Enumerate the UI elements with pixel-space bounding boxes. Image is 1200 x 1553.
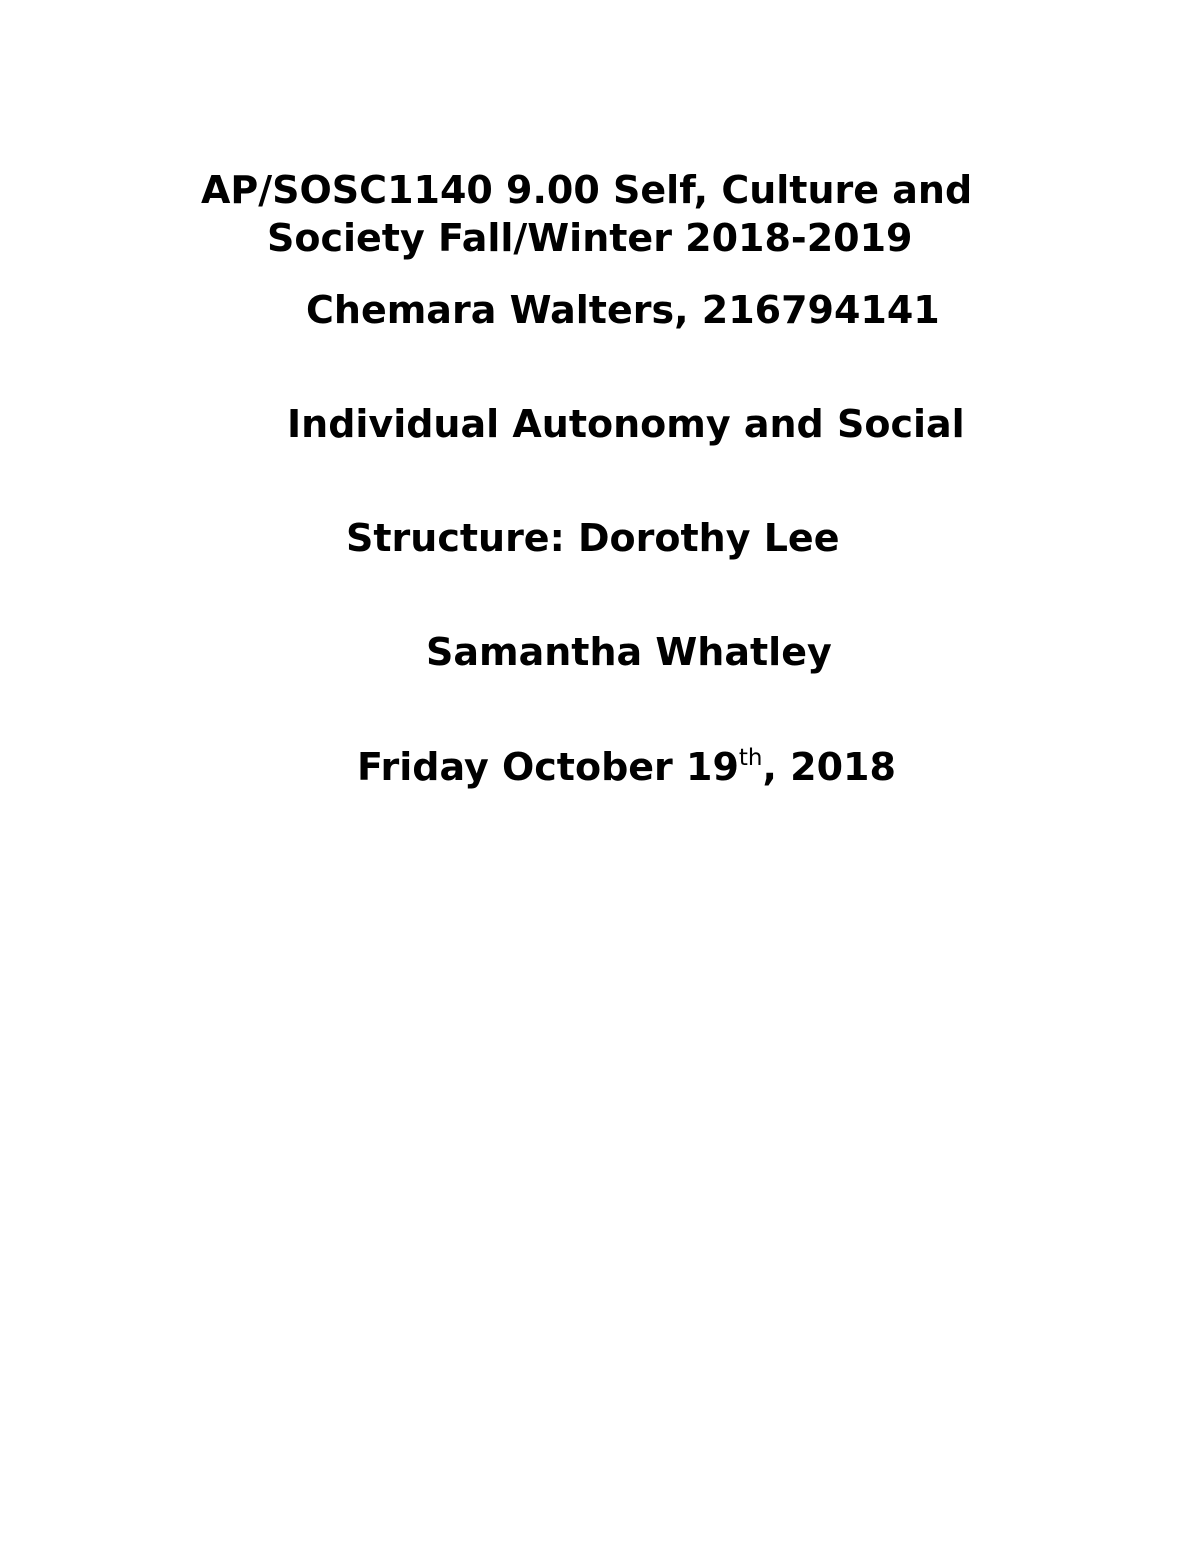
- date-year: , 2018: [762, 745, 896, 789]
- course-title-line-2: Society Fall/Winter 2018-2019: [267, 216, 913, 260]
- essay-title-line-1: Individual Autonomy and Social: [287, 402, 965, 446]
- date-ordinal-suffix: th: [738, 745, 763, 771]
- instructor-name: Samantha Whatley: [426, 630, 832, 674]
- essay-title-line-2: Structure: Dorothy Lee: [346, 516, 840, 560]
- student-name-and-id: Chemara Walters, 216794141: [306, 288, 940, 332]
- course-title-line-1: AP/SOSC1140 9.00 Self, Culture and: [201, 168, 973, 212]
- date-main: Friday October 19: [357, 745, 739, 789]
- submission-date: [357, 745, 896, 789]
